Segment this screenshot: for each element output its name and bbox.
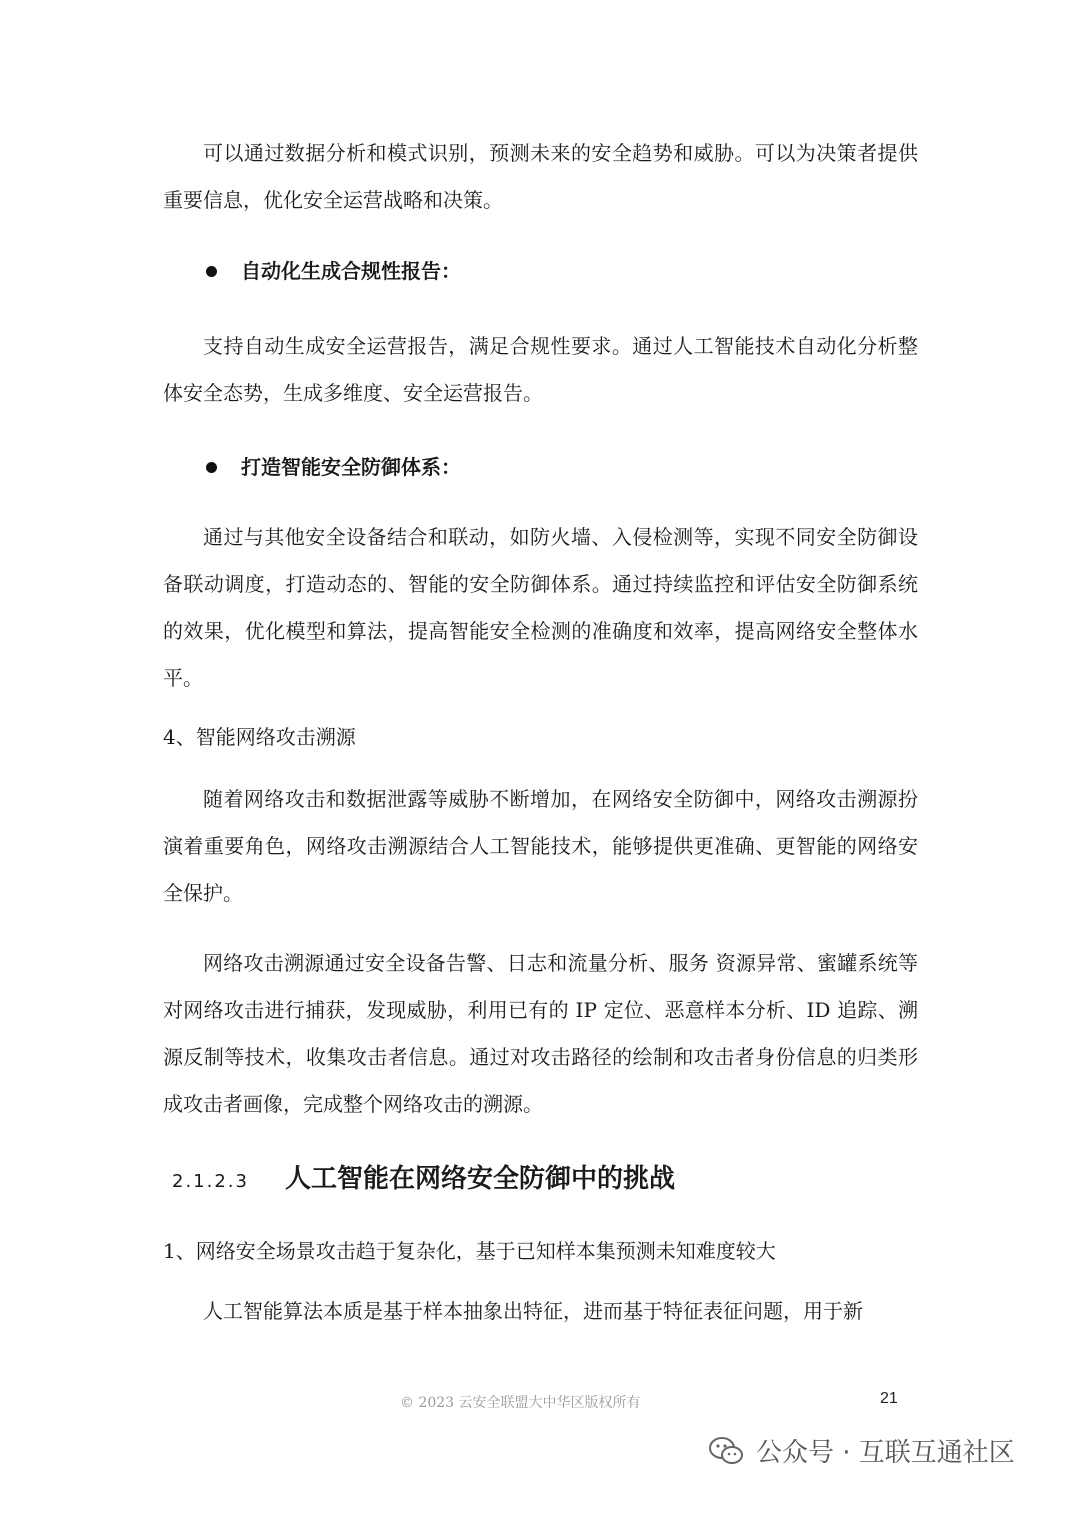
- section-heading: [172, 1158, 675, 1195]
- challenge-item-1: 1、网络安全场景攻击趋于复杂化，基于已知样本集预测未知难度较大: [163, 1239, 776, 1263]
- bullet-dot-icon: [206, 462, 217, 473]
- page-number: 21: [880, 1390, 898, 1407]
- paragraph-tracing-intro: 随着网络攻击和数据泄露等威胁不断增加，在网络安全防御中，网络攻击溯源扮演着重要角色，网络攻击溯源结合人工智能技术，能够提供更准确、更智能的网络安全保护。: [163, 787, 918, 905]
- section-title: 人工智能在网络安全防御中的挑战: [284, 1164, 675, 1194]
- bullet-label: 打造智能安全防御体系：: [241, 455, 461, 479]
- bullet-dot-icon: [206, 266, 217, 277]
- wechat-icon: [708, 1436, 744, 1466]
- paragraph-trend-prediction: 可以通过数据分析和模式识别，预测未来的安全趋势和威胁。可以为决策者提供重要信息，优化安全运营战略和决策。: [163, 141, 918, 212]
- bullet-compliance-report: [206, 256, 461, 286]
- bullet-defense-system: [206, 452, 461, 482]
- watermark-text: 公众号 · 互联互通社区: [756, 1438, 1015, 1468]
- section-number: 2.1.2.3: [172, 1171, 249, 1192]
- heading-attack-tracing: 4、智能网络攻击溯源: [163, 725, 356, 749]
- bullet-label: 自动化生成合规性报告：: [241, 259, 461, 283]
- paragraph-defense-system: 通过与其他安全设备结合和联动，如防火墙、入侵检测等，实现不同安全防御设备联动调度，打造动态的、智能的安全防御体系。通过持续监控和评估安全防御系统的效果，优化模型和算法，提高智能安全检测的准确度和效率，提高网络安全整体水平。: [163, 525, 918, 690]
- paragraph-compliance-report: 支持自动生成安全运营报告，满足合规性要求。通过人工智能技术自动化分析整体安全态势，生成多维度、安全运营报告。: [163, 334, 918, 405]
- paragraph-tracing-methods: 网络攻击溯源通过安全设备告警、日志和流量分析、服务 资源异常、蜜罐系统等对网络攻击进行捕获，发现威胁，利用已有的 IP 定位、恶意样本分析、ID 追踪、溯源反制等技术，收集攻击者信息。通过对攻击路径的绘制和攻击者身份信息的归类形成攻击者画像，完成整个网络攻击的溯源。: [163, 951, 918, 1116]
- footer-copyright: © 2023 云安全联盟大中华区版权所有: [400, 1395, 641, 1411]
- paragraph-ai-algorithm: 人工智能算法本质是基于样本抽象出特征，进而基于特征表征问题，用于新: [203, 1299, 863, 1323]
- watermark: [708, 1432, 1015, 1469]
